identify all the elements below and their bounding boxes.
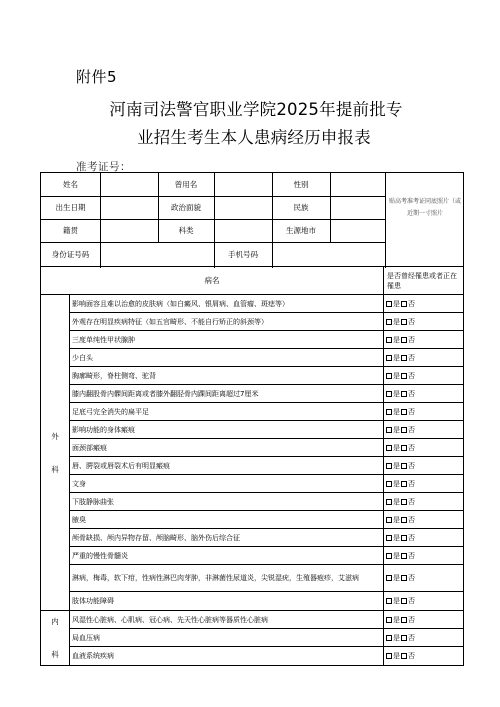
yes-checkbox[interactable] [386, 319, 392, 325]
yes-checkbox[interactable] [386, 409, 392, 415]
yes-no-answer [384, 385, 463, 402]
yes-checkbox[interactable] [386, 445, 392, 451]
disease-name: 膝内翻股骨内髁间距离或者膝外翻胫骨内踝间距离超过7厘米 [70, 385, 384, 402]
disease-row [70, 313, 463, 331]
yes-label: 是 [393, 515, 400, 524]
disease-section [41, 611, 463, 666]
yes-checkbox[interactable] [386, 535, 392, 541]
table-header [41, 267, 463, 295]
no-label: 否 [408, 479, 415, 488]
disease-name: 下肢静脉曲张 [70, 493, 384, 510]
form-title-line1: 河南司法警官职业学院2025年提前批专 [109, 100, 403, 119]
no-checkbox[interactable] [401, 409, 407, 415]
no-checkbox[interactable] [401, 499, 407, 505]
disease-name: 淋病，梅毒，软下疳，性病性淋巴肉芽肿，非淋菌性尿道炎，尖锐湿疣，生殖器疱疹，艾滋病 [70, 565, 384, 591]
disease-row [70, 611, 463, 629]
no-label: 否 [408, 633, 415, 642]
yes-no-answer [384, 629, 463, 646]
disease-row [70, 565, 463, 592]
disease-row [70, 647, 463, 665]
label-id-number: 身份证号码 [51, 250, 90, 260]
yes-no-answer [384, 592, 463, 610]
applicant-info-grid [40, 172, 464, 267]
disease-name: 局血压病 [70, 629, 384, 646]
no-label: 否 [408, 597, 415, 605]
label-phone: 手机号码 [228, 250, 258, 260]
yes-label: 是 [393, 443, 400, 452]
yes-checkbox[interactable] [386, 391, 392, 397]
no-label: 否 [408, 515, 415, 524]
disease-name: 唇、腭裂或唇裂术后有明显瘢痕 [70, 457, 384, 474]
yes-no-answer [384, 295, 463, 312]
no-label: 否 [408, 317, 415, 326]
yes-no-answer [384, 565, 463, 591]
disease-name: 颅骨缺损、颅内异物存留、颅脑畸形、脑外伤后综合征 [70, 529, 384, 546]
yes-no-answer [384, 611, 463, 628]
label-political-status: 政治面貌 [171, 202, 201, 212]
disease-name: 影响面容且难以治愈的皮肤病（如白癜风、银屑病、血管瘤、斑痣等） [70, 295, 384, 312]
disease-name: 外观存在明显疾病特征（如五官畸形、不能自行矫正的斜颈等） [70, 313, 384, 330]
yes-checkbox[interactable] [386, 617, 392, 623]
category-char: 科 [51, 464, 59, 474]
yes-label: 是 [393, 574, 400, 582]
disease-row [70, 592, 463, 610]
label-name: 姓名 [63, 179, 78, 189]
yes-no-answer [384, 475, 463, 492]
no-checkbox[interactable] [401, 373, 407, 379]
yes-no-answer [384, 439, 463, 456]
category-char: 外 [51, 431, 59, 441]
disease-name: 肢体功能障碍 [70, 592, 384, 610]
label-birth-date: 出生日期 [55, 202, 86, 212]
no-label: 否 [408, 299, 415, 308]
column-disease-name: 病名 [41, 267, 384, 294]
disease-name: 风湿性心脏病、心肌病、冠心病、先天性心脏病等器质性心脏病 [70, 611, 384, 628]
yes-no-answer [384, 313, 463, 330]
yes-label: 是 [393, 425, 400, 434]
yes-no-answer [384, 547, 463, 564]
no-checkbox[interactable] [401, 598, 407, 604]
no-label: 否 [408, 615, 415, 624]
disease-row [70, 367, 463, 385]
disease-history-table [40, 267, 464, 666]
disease-name: 腋臭 [70, 511, 384, 528]
disease-row [70, 529, 463, 547]
yes-label: 是 [393, 353, 400, 362]
yes-label: 是 [393, 533, 400, 542]
yes-label: 是 [393, 497, 400, 506]
disease-section [41, 295, 463, 611]
label-former-name: 曾用名 [174, 179, 198, 189]
no-checkbox[interactable] [401, 517, 407, 523]
disease-name: 面颈部瘢痕 [70, 439, 384, 456]
no-label: 否 [408, 533, 415, 542]
no-checkbox[interactable] [401, 427, 407, 433]
no-label: 否 [408, 335, 415, 344]
no-checkbox[interactable] [401, 481, 407, 487]
no-checkbox[interactable] [401, 445, 407, 451]
disease-name: 三度单纯性甲状腺肿 [70, 331, 384, 348]
no-checkbox[interactable] [401, 635, 407, 641]
label-gender: 性别 [293, 179, 309, 189]
no-checkbox[interactable] [401, 355, 407, 361]
form-title-line2: 业招生考生本人患病经历申报表 [137, 128, 371, 147]
yes-checkbox[interactable] [386, 373, 392, 379]
yes-checkbox[interactable] [386, 517, 392, 523]
yes-label: 是 [393, 407, 400, 416]
yes-checkbox[interactable] [386, 553, 392, 559]
label-source-region: 生源地市 [286, 225, 316, 235]
yes-checkbox[interactable] [386, 635, 392, 641]
attachment-label: 附件5 [76, 68, 118, 86]
disease-name: 少白头 [70, 349, 384, 366]
disease-name: 胸廓畸形，脊柱侧弯、驼背 [70, 367, 384, 384]
yes-checkbox[interactable] [386, 427, 392, 433]
category-char: 内 [51, 617, 59, 626]
no-checkbox[interactable] [401, 337, 407, 343]
yes-no-answer [384, 511, 463, 528]
yes-label: 是 [393, 615, 400, 624]
disease-row [70, 493, 463, 511]
disease-row [70, 349, 463, 367]
yes-label: 是 [393, 389, 400, 398]
disease-row [70, 331, 463, 349]
exam-number-label: 准考证号： [76, 161, 131, 173]
yes-no-answer [384, 349, 463, 366]
no-checkbox[interactable] [401, 535, 407, 541]
disease-name: 影响功能的身体瘢痕 [70, 421, 384, 438]
no-label: 否 [408, 497, 415, 506]
disease-row [70, 295, 463, 313]
no-checkbox[interactable] [401, 319, 407, 325]
disease-name: 文身 [70, 475, 384, 492]
disease-name: 足底弓完全消失的扁平足 [70, 403, 384, 420]
yes-no-answer [384, 331, 463, 348]
disease-row [70, 421, 463, 439]
no-label: 否 [408, 371, 415, 380]
photo-placeholder: 贴高考准考证同底照片（或近期一寸照片 [388, 197, 461, 217]
no-checkbox[interactable] [401, 553, 407, 559]
no-checkbox[interactable] [401, 617, 407, 623]
disease-row [70, 457, 463, 475]
no-label: 否 [408, 551, 415, 560]
disease-row [70, 629, 463, 647]
no-checkbox[interactable] [401, 391, 407, 397]
no-checkbox[interactable] [401, 463, 407, 469]
yes-label: 是 [393, 461, 400, 470]
label-subject: 科类 [178, 225, 194, 235]
yes-checkbox[interactable] [386, 463, 392, 469]
no-checkbox[interactable] [401, 301, 407, 307]
yes-label: 是 [393, 479, 400, 488]
disease-name: 血液系统疾病 [70, 647, 384, 665]
label-native-place: 籍贯 [63, 225, 78, 235]
no-label: 否 [408, 461, 415, 470]
disease-name: 严重的慢性骨髓炎 [70, 547, 384, 564]
yes-label: 是 [393, 551, 400, 560]
no-label: 否 [408, 353, 415, 362]
yes-checkbox[interactable] [386, 337, 392, 343]
disease-row [70, 439, 463, 457]
yes-checkbox[interactable] [386, 481, 392, 487]
disease-row [70, 385, 463, 403]
yes-label: 是 [393, 633, 400, 642]
yes-checkbox[interactable] [386, 653, 392, 659]
disease-row [70, 475, 463, 493]
section-category [41, 295, 70, 610]
disease-row [70, 403, 463, 421]
label-ethnicity: 民族 [293, 202, 309, 212]
yes-label: 是 [393, 371, 400, 380]
no-label: 否 [408, 652, 415, 660]
yes-checkbox[interactable] [386, 499, 392, 505]
yes-label: 是 [393, 299, 400, 308]
no-label: 否 [408, 574, 415, 582]
disease-row [70, 511, 463, 529]
no-label: 否 [408, 389, 415, 398]
yes-no-answer [384, 367, 463, 384]
category-char: 科 [51, 650, 59, 659]
yes-label: 是 [393, 652, 400, 660]
yes-checkbox[interactable] [386, 301, 392, 307]
no-checkbox[interactable] [401, 575, 407, 581]
yes-no-answer [384, 647, 463, 665]
no-checkbox[interactable] [401, 653, 407, 659]
yes-no-answer [384, 403, 463, 420]
disease-row [70, 547, 463, 565]
yes-no-answer [384, 529, 463, 546]
no-label: 否 [408, 425, 415, 434]
yes-no-answer [384, 421, 463, 438]
yes-checkbox[interactable] [386, 575, 392, 581]
no-label: 否 [408, 407, 415, 416]
yes-checkbox[interactable] [386, 598, 392, 604]
no-label: 否 [408, 443, 415, 452]
section-category [41, 611, 70, 665]
column-answer: 是否曾经罹患或者正在罹患 [387, 271, 457, 290]
yes-label: 是 [393, 597, 400, 605]
yes-no-answer [384, 493, 463, 510]
yes-no-answer [384, 457, 463, 474]
yes-checkbox[interactable] [386, 355, 392, 361]
yes-label: 是 [393, 317, 400, 326]
yes-label: 是 [393, 335, 400, 344]
